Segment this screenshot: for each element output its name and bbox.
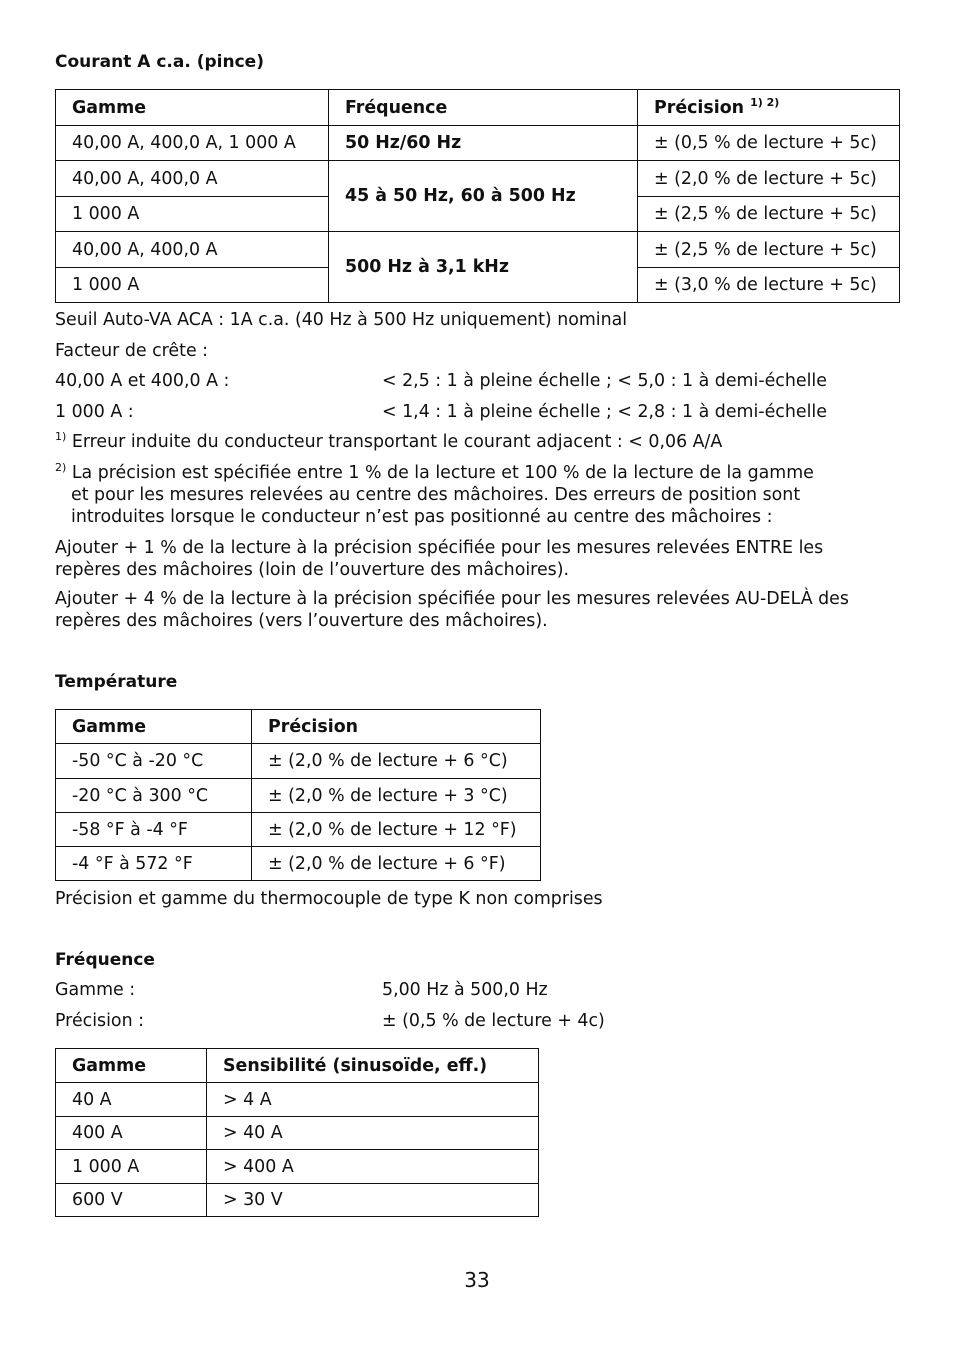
header-precision: Précision — [252, 710, 541, 744]
cell-precision: ± (2,0 % de lecture + 6 °C) — [252, 744, 541, 779]
header-precision-label: Précision — [654, 97, 745, 118]
paragraph-line: Ajouter + 1 % de la lecture à la précision spécifiée pour les mesures relevées ENTRE les — [55, 538, 824, 558]
header-sensitivity: Sensibilité (sinusoïde, eff.) — [207, 1049, 539, 1083]
header-range: Gamme — [56, 710, 252, 744]
paragraph-line: Ajouter + 4 % de la lecture à la précision spécifiée pour les mesures relevées AU-DELÀ des — [55, 589, 849, 609]
crest-value: < 2,5 : 1 à pleine échelle ; < 5,0 : 1 à demi-échelle — [382, 371, 827, 391]
table-row — [56, 847, 541, 881]
page-number: 33 — [464, 1268, 490, 1292]
cell-sensitivity: > 400 A — [207, 1150, 539, 1184]
cell-range: 400 A — [56, 1117, 207, 1150]
footnote-2-line — [55, 462, 814, 484]
cell-range: -50 °C à -20 °C — [56, 744, 252, 779]
header-range: Gamme — [56, 1049, 207, 1083]
section-heading-temperature: Température — [55, 672, 178, 692]
ac-current-table — [55, 89, 900, 303]
table-row — [56, 779, 541, 813]
table-row — [56, 1184, 539, 1217]
table-row — [56, 161, 900, 197]
section-heading-frequency: Fréquence — [55, 950, 155, 970]
temperature-table — [55, 709, 541, 881]
frequency-precision-value: ± (0,5 % de lecture + 4c) — [382, 1011, 605, 1031]
cell-precision: ± (2,0 % de lecture + 6 °F) — [252, 847, 541, 881]
header-range: Gamme — [56, 90, 329, 126]
threshold-text: Seuil Auto-VA ACA : 1A c.a. (40 Hz à 500 Hz uniquement) nominal — [55, 310, 628, 330]
cell-precision: ± (2,0 % de lecture + 3 °C) — [252, 779, 541, 813]
table-row — [56, 744, 541, 779]
add-4-percent-note — [55, 588, 849, 632]
cell-range: 600 V — [56, 1184, 207, 1217]
cell-range: 40 A — [56, 1083, 207, 1117]
footnote-1 — [55, 432, 722, 452]
footnote-1-mark: 1) — [55, 430, 67, 444]
table-row — [56, 126, 900, 161]
paragraph-line: repères des mâchoires (loin de l’ouverture des mâchoires). — [55, 560, 570, 580]
table-header-row — [56, 90, 900, 126]
footnote-2 — [55, 462, 814, 528]
cell-range: 1 000 A — [56, 197, 329, 232]
footnote-2-line: et pour les mesures relevées au centre des mâchoires. Des erreurs de position sont — [71, 485, 801, 505]
cell-precision: ± (0,5 % de lecture + 5c) — [638, 126, 900, 161]
cell-frequency: 50 Hz/60 Hz — [329, 126, 638, 161]
table-row — [56, 813, 541, 847]
table-row — [56, 232, 900, 268]
table-header-row — [56, 710, 541, 744]
cell-frequency: 45 à 50 Hz, 60 à 500 Hz — [329, 161, 638, 232]
section-heading-ac-current: Courant A c.a. (pince) — [55, 52, 264, 72]
paragraph-line: repères des mâchoires (vers l’ouverture des mâchoires). — [55, 611, 548, 631]
footnote-1-text: Erreur induite du conducteur transportant le courant adjacent : < 0,06 A/A — [71, 432, 723, 452]
cell-frequency: 500 Hz à 3,1 kHz — [329, 232, 638, 303]
crest-label: 1 000 A : — [55, 402, 134, 422]
table-row — [56, 1117, 539, 1150]
frequency-precision-label: Précision : — [55, 1011, 144, 1031]
sensitivity-table — [55, 1048, 539, 1217]
table-row — [56, 1083, 539, 1117]
cell-range: 1 000 A — [56, 1150, 207, 1184]
header-precision — [638, 90, 900, 126]
cell-range: -20 °C à 300 °C — [56, 779, 252, 813]
cell-precision: ± (2,0 % de lecture + 5c) — [638, 161, 900, 197]
table-row — [56, 1150, 539, 1184]
cell-range: 40,00 A, 400,0 A, 1 000 A — [56, 126, 329, 161]
cell-range: 40,00 A, 400,0 A — [56, 232, 329, 268]
crest-value: < 1,4 : 1 à pleine échelle ; < 2,8 : 1 à demi-échelle — [382, 402, 827, 422]
temperature-note: Précision et gamme du thermocouple de type K non comprises — [55, 889, 603, 909]
cell-precision: ± (3,0 % de lecture + 5c) — [638, 268, 900, 303]
table-header-row — [56, 1049, 539, 1083]
frequency-range-label: Gamme : — [55, 980, 136, 1000]
frequency-range-value: 5,00 Hz à 500,0 Hz — [382, 980, 548, 1000]
footnote-2-text: La précision est spécifiée entre 1 % de la lecture et 100 % de la lecture de la gamme — [71, 463, 814, 483]
cell-range: 40,00 A, 400,0 A — [56, 161, 329, 197]
cell-precision: ± (2,5 % de lecture + 5c) — [638, 232, 900, 268]
cell-precision: ± (2,0 % de lecture + 12 °F) — [252, 813, 541, 847]
header-precision-footnote: 1) 2) — [750, 95, 780, 109]
cell-sensitivity: > 40 A — [207, 1117, 539, 1150]
cell-precision: ± (2,5 % de lecture + 5c) — [638, 197, 900, 232]
cell-range: -4 °F à 572 °F — [56, 847, 252, 881]
cell-range: -58 °F à -4 °F — [56, 813, 252, 847]
cell-sensitivity: > 30 V — [207, 1184, 539, 1217]
add-1-percent-note — [55, 537, 823, 581]
header-frequency: Fréquence — [329, 90, 638, 126]
cell-range: 1 000 A — [56, 268, 329, 303]
crest-factor-label: Facteur de crête : — [55, 341, 209, 361]
footnote-2-mark: 2) — [55, 461, 67, 475]
cell-sensitivity: > 4 A — [207, 1083, 539, 1117]
footnote-2-line: introduites lorsque le conducteur n’est pas positionné au centre des mâchoires : — [71, 507, 773, 527]
crest-label: 40,00 A et 400,0 A : — [55, 371, 230, 391]
